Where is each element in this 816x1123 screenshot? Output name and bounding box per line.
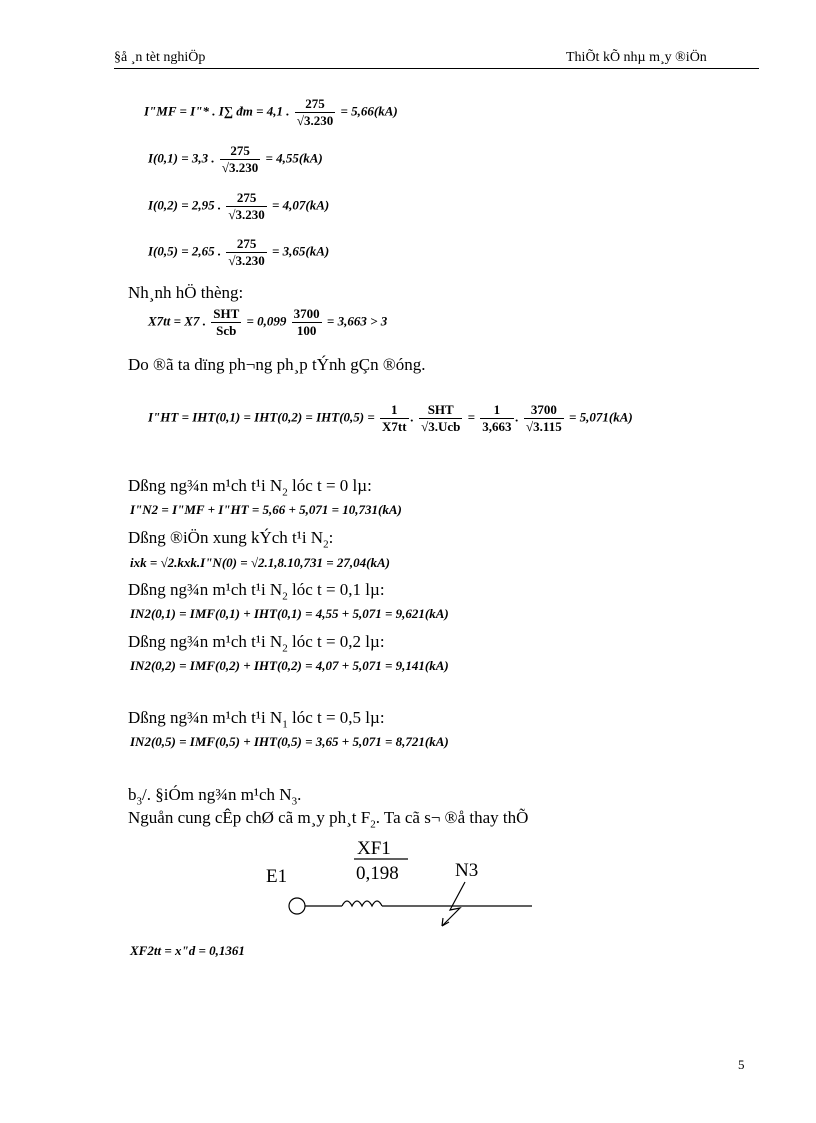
text-current-t01-a: Dßng ng¾n m¹ch t¹i N: [128, 580, 283, 599]
equation-2-denominator: √3.230: [221, 160, 259, 175]
equation-11: IN2(0,5) = IMF(0,5) + IHT(0,5) = 3,65 + 5,071 = 8,721(kA): [130, 734, 449, 749]
equation-5-frac2-num: 3700: [293, 306, 320, 321]
equation-5-frac2-den: 100: [296, 323, 317, 338]
text-current-t05-sub: 1: [282, 718, 288, 731]
section-b3-a: b: [128, 785, 137, 804]
equation-5-frac1-num: SHT: [213, 306, 240, 321]
equation-6-frac4-den: √3.115: [526, 419, 562, 434]
text-current-t0-sub: 2: [282, 486, 288, 499]
equation-3: [148, 190, 329, 223]
text-current-t02-b: lóc t = 0,2 lµ:: [287, 632, 385, 651]
text-current-t01: [128, 580, 385, 602]
text-source-f2-sub: 2: [370, 818, 376, 831]
equation-8: ixk = √2.kxk.I"N(0) = √2.1,8.10,731 = 27,04(kA): [130, 555, 391, 570]
equation-6-mid: =: [467, 409, 476, 425]
equation-1-result: = 5,66(kA): [340, 103, 398, 119]
equation-3-denominator: √3.230: [228, 207, 265, 222]
section-b3-sub: 3: [136, 795, 142, 808]
inductor-coil-icon: [342, 901, 382, 906]
text-approx-method: Do ®ã ta dïng ph¬ng ph¸p tÝnh gÇn ®óng.: [128, 355, 426, 374]
equation-6-frac3-den: 3,663: [482, 419, 512, 434]
header-left: §å ¸n tèt nghiÖp: [114, 50, 206, 65]
equation-6-frac2-num: SHT: [419, 402, 462, 419]
text-impulse-current-sub: 2: [323, 538, 329, 551]
text-current-t05-a: Dßng ng¾n m¹ch t¹i N: [128, 708, 283, 727]
section-b3-c: .: [297, 785, 302, 804]
equivalent-circuit-diagram: [250, 832, 550, 932]
equation-1-numerator: 275: [295, 96, 335, 113]
text-source-f2-a: Nguån cung cÊp chØ cã m¸y ph¸t F: [128, 808, 371, 827]
equation-6-frac1-den: X7tt: [382, 419, 407, 434]
section-b3-heading: [128, 785, 301, 807]
text-source-f2: [128, 808, 528, 830]
equation-6-frac1-num: 1: [380, 402, 409, 419]
equation-1-denominator: √3.230: [296, 113, 334, 128]
page-number: 5: [738, 1057, 745, 1072]
equation-12: XF2tt = x"d = 0,1361: [130, 943, 245, 958]
equation-5-lhs: X7tt = X7 .: [148, 313, 206, 329]
text-current-t02-sub: 2: [282, 642, 288, 655]
equation-1-lhs: I"MF = I"* . I∑ đm = 4,1 .: [144, 103, 290, 119]
text-impulse-current-b: :: [328, 528, 334, 547]
equation-9: IN2(0,1) = IMF(0,1) + IHT(0,1) = 4,55 + 5,071 = 9,621(kA): [130, 606, 449, 621]
text-current-t02-a: Dßng ng¾n m¹ch t¹i N: [128, 632, 283, 651]
equation-6-result: = 5,071(kA): [568, 409, 633, 425]
equation-5-result: = 3,663 > 3: [326, 313, 388, 329]
section-b3-b: /. §iÓm ng¾n m¹ch N: [142, 785, 292, 804]
equation-10: IN2(0,2) = IMF(0,2) + IHT(0,2) = 4,07 + 5,071 = 9,141(kA): [130, 658, 449, 673]
text-current-t05-b: lóc t = 0,5 lµ:: [287, 708, 385, 727]
header-right: ThiÕt kÕ nhµ m¸y ®iÖn: [566, 50, 707, 65]
equation-2-lhs: I(0,1) = 3,3 .: [148, 150, 215, 166]
text-current-t02: [128, 632, 385, 654]
text-source-f2-b: . Ta cã s¬ ®å thay thÕ: [375, 808, 529, 827]
equation-4-denominator: √3.230: [228, 253, 265, 268]
text-current-t0: [128, 476, 372, 498]
equation-6-frac2-den: √3.Ucb: [421, 419, 461, 434]
equation-5: [148, 306, 387, 339]
text-current-t01-b: lóc t = 0,1 lµ:: [287, 580, 385, 599]
equation-2: [148, 143, 323, 176]
equation-4-lhs: I(0,5) = 2,65 .: [148, 243, 222, 259]
section-b3-sub2: 3: [291, 795, 298, 808]
fault-arrow-icon: [442, 882, 465, 926]
text-system-branch: Nh¸nh hÖ thèng:: [128, 283, 244, 302]
equation-6-frac4-num: 3700: [524, 402, 564, 419]
text-current-t0-a: Dßng ng¾n m¹ch t¹i N: [128, 476, 283, 495]
source-circle-icon: [289, 898, 305, 914]
text-current-t01-sub: 2: [282, 590, 288, 603]
equation-2-numerator: 275: [220, 143, 260, 160]
equation-1: [144, 96, 398, 129]
reactance-value: 0,198: [356, 863, 399, 884]
equation-2-result: = 4,55(kA): [265, 150, 323, 166]
equation-6-frac3-num: 1: [480, 402, 513, 419]
text-current-t05: [128, 708, 385, 730]
equation-5-frac1-den: Scb: [216, 323, 237, 338]
source-label: E1: [266, 866, 288, 887]
equation-3-lhs: I(0,2) = 2,95 .: [148, 197, 222, 213]
equation-4-result: = 3,65(kA): [272, 243, 330, 259]
equation-7: I"N2 = I"MF + I"HT = 5,66 + 5,071 = 10,731(kA): [130, 502, 402, 517]
equation-3-result: = 4,07(kA): [272, 197, 330, 213]
equation-4: [148, 236, 329, 269]
text-impulse-current: [128, 528, 333, 550]
text-current-t0-b: lóc t = 0 lµ:: [287, 476, 372, 495]
header-rule: [114, 68, 759, 69]
fault-label: N3: [455, 860, 479, 881]
equation-3-numerator: 275: [226, 190, 266, 207]
equation-6-lhs: I"HT = IHT(0,1) = IHT(0,2) = IHT(0,5) =: [148, 409, 375, 425]
equation-4-numerator: 275: [226, 236, 266, 253]
reactance-label: XF1: [357, 838, 391, 859]
text-impulse-current-a: Dßng ®iÖn xung kÝch t¹i N: [128, 528, 324, 547]
equation-6: I"HT = IHT(0,1) = IHT(0,2) = IHT(0,5) = $\frac{1}{X7tt}$ . $\frac{\text{SHT}}{\text{√3.Ucb}}$ = $\frac{1}{3,663}$ . $\frac{3700}{√3.115}$ = 5,071(kA): [148, 402, 633, 434]
equation-5-mid: = 0,099: [246, 313, 287, 329]
